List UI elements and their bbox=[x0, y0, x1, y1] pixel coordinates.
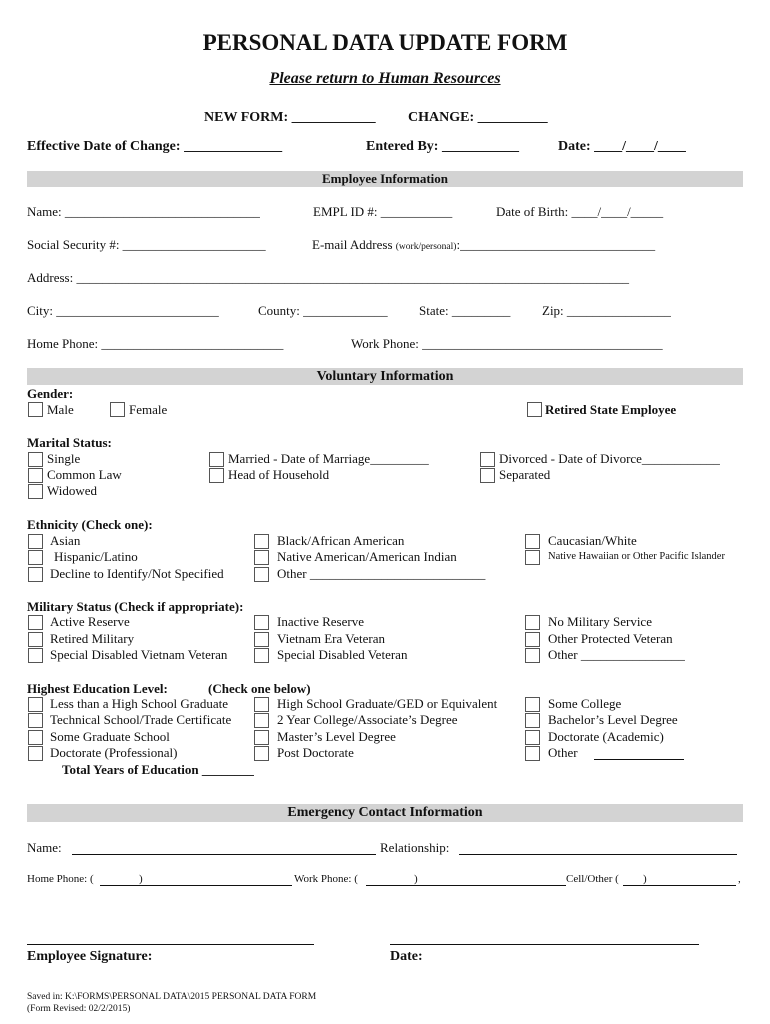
other-protected-checkbox[interactable] bbox=[525, 632, 540, 647]
post-doc-label: Post Doctorate bbox=[277, 745, 354, 760]
active-reserve-label: Active Reserve bbox=[50, 614, 130, 629]
cell-paren: ) bbox=[643, 873, 647, 885]
married-checkbox[interactable] bbox=[209, 452, 224, 467]
education-label: Highest Education Level: bbox=[27, 681, 168, 696]
page-title: PERSONAL DATA UPDATE FORM bbox=[202, 30, 568, 55]
header-date-field[interactable]: Date: ____/____/____ bbox=[558, 139, 686, 154]
single-checkbox[interactable] bbox=[28, 452, 43, 467]
widowed-label: Widowed bbox=[47, 483, 98, 498]
footer-saved-path: Saved in: K:\FORMS\PERSONAL DATA\2015 PERSONAL DATA FORM bbox=[27, 992, 317, 1002]
doctorate-acad-checkbox[interactable] bbox=[525, 730, 540, 745]
vietnam-era-label: Vietnam Era Veteran bbox=[277, 631, 385, 646]
other-protected-label: Other Protected Veteran bbox=[548, 631, 673, 646]
special-disabled-vn-label: Special Disabled Vietnam Veteran bbox=[50, 647, 228, 662]
ssn-field[interactable]: Social Security #: ______________________ bbox=[27, 237, 266, 252]
emergency-home-phone-line[interactable] bbox=[100, 885, 292, 886]
effective-date-field[interactable]: Effective Date of Change: ______________ bbox=[27, 139, 283, 154]
retired-military-checkbox[interactable] bbox=[28, 632, 43, 647]
inactive-reserve-checkbox[interactable] bbox=[254, 615, 269, 630]
email-small-label: (work/personal) bbox=[395, 242, 457, 252]
work-phone-field[interactable]: Work Phone: _____________________________________ bbox=[351, 336, 663, 351]
gender-label: Gender: bbox=[27, 386, 74, 401]
some-college-checkbox[interactable] bbox=[525, 697, 540, 712]
less-hs-label: Less than a High School Graduate bbox=[50, 696, 228, 711]
employee-info-header: Employee Information bbox=[27, 171, 743, 187]
hawaiian-checkbox[interactable] bbox=[525, 550, 540, 565]
two-year-checkbox[interactable] bbox=[254, 713, 269, 728]
male-label: Male bbox=[47, 402, 74, 417]
email-field[interactable] bbox=[312, 237, 655, 253]
masters-checkbox[interactable] bbox=[254, 730, 269, 745]
married-label: Married - Date of Marriage_________ bbox=[228, 451, 429, 466]
head-household-checkbox[interactable] bbox=[209, 468, 224, 483]
no-military-checkbox[interactable] bbox=[525, 615, 540, 630]
two-year-label: 2 Year College/Associate’s Degree bbox=[277, 712, 458, 727]
widowed-checkbox[interactable] bbox=[28, 484, 43, 499]
black-label: Black/African American bbox=[277, 533, 405, 548]
separated-label: Separated bbox=[499, 467, 551, 482]
address-field[interactable]: Address: _____________________________________________________________________________________ bbox=[27, 270, 629, 285]
hawaiian-label: Native Hawaiian or Other Pacific Islander bbox=[548, 551, 725, 562]
divorced-checkbox[interactable] bbox=[480, 452, 495, 467]
female-checkbox[interactable] bbox=[110, 402, 125, 417]
common-law-checkbox[interactable] bbox=[28, 468, 43, 483]
hs-grad-checkbox[interactable] bbox=[254, 697, 269, 712]
marital-status-label: Marital Status: bbox=[27, 435, 112, 450]
technical-checkbox[interactable] bbox=[28, 713, 43, 728]
cell-comma: , bbox=[738, 873, 741, 885]
head-household-label: Head of Household bbox=[228, 467, 330, 482]
single-label: Single bbox=[47, 451, 81, 466]
separated-checkbox[interactable] bbox=[480, 468, 495, 483]
active-reserve-checkbox[interactable] bbox=[28, 615, 43, 630]
emergency-name-line[interactable] bbox=[72, 854, 376, 855]
work-phone-paren: ) bbox=[414, 873, 418, 885]
male-checkbox[interactable] bbox=[28, 402, 43, 417]
new-form-field[interactable]: NEW FORM: ____________ bbox=[204, 110, 376, 125]
native-american-checkbox[interactable] bbox=[254, 550, 269, 565]
footer-revised: (Form Revised: 02/2/2015) bbox=[27, 1004, 131, 1014]
other-military-checkbox[interactable] bbox=[525, 648, 540, 663]
page-subtitle: Please return to Human Resources bbox=[269, 70, 501, 87]
black-checkbox[interactable] bbox=[254, 534, 269, 549]
employee-name-field[interactable]: Name: ______________________________ bbox=[27, 204, 260, 219]
retired-state-checkbox[interactable] bbox=[527, 402, 542, 417]
state-field[interactable]: State: _________ bbox=[419, 303, 511, 318]
some-college-label: Some College bbox=[548, 696, 622, 711]
total-years-field[interactable]: Total Years of Education ________ bbox=[62, 762, 254, 777]
asian-checkbox[interactable] bbox=[28, 534, 43, 549]
special-disabled-label: Special Disabled Veteran bbox=[277, 647, 408, 662]
other-ethnicity-checkbox[interactable] bbox=[254, 567, 269, 582]
other-education-checkbox[interactable] bbox=[525, 746, 540, 761]
voluntary-info-header: Voluntary Information bbox=[27, 368, 743, 385]
some-grad-label: Some Graduate School bbox=[50, 729, 170, 744]
emergency-work-phone-label: Work Phone: ( bbox=[294, 873, 358, 885]
other-education-line[interactable] bbox=[594, 759, 684, 760]
other-education-label: Other bbox=[548, 745, 578, 760]
caucasian-checkbox[interactable] bbox=[525, 534, 540, 549]
bachelors-checkbox[interactable] bbox=[525, 713, 540, 728]
doctorate-acad-label: Doctorate (Academic) bbox=[548, 729, 664, 744]
employee-signature-line[interactable] bbox=[27, 944, 314, 945]
relationship-line[interactable] bbox=[459, 854, 737, 855]
native-american-label: Native American/American Indian bbox=[277, 549, 457, 564]
emergency-home-phone-label: Home Phone: ( bbox=[27, 873, 94, 885]
emergency-work-phone-line[interactable] bbox=[366, 885, 566, 886]
decline-checkbox[interactable] bbox=[28, 567, 43, 582]
other-ethnicity-label: Other ___________________________ bbox=[277, 566, 486, 581]
signature-date-label: Date: bbox=[390, 949, 423, 964]
doctorate-prof-label: Doctorate (Professional) bbox=[50, 745, 178, 760]
retired-state-label: Retired State Employee bbox=[545, 402, 677, 417]
masters-label: Master’s Level Degree bbox=[277, 729, 396, 744]
home-phone-paren: ) bbox=[139, 873, 143, 885]
vietnam-era-checkbox[interactable] bbox=[254, 632, 269, 647]
hs-grad-label: High School Graduate/GED or Equivalent bbox=[277, 696, 498, 711]
change-field[interactable]: CHANGE: __________ bbox=[408, 110, 548, 125]
entered-by-field[interactable]: Entered By: ___________ bbox=[366, 139, 519, 154]
some-grad-checkbox[interactable] bbox=[28, 730, 43, 745]
no-military-label: No Military Service bbox=[548, 614, 652, 629]
doctorate-prof-checkbox[interactable] bbox=[28, 746, 43, 761]
less-hs-checkbox[interactable] bbox=[28, 697, 43, 712]
female-label: Female bbox=[129, 402, 168, 417]
other-military-label: Other ________________ bbox=[548, 647, 685, 662]
common-law-label: Common Law bbox=[47, 467, 122, 482]
ethnicity-label: Ethnicity (Check one): bbox=[27, 517, 153, 532]
hispanic-checkbox[interactable] bbox=[28, 550, 43, 565]
asian-label: Asian bbox=[50, 533, 81, 548]
zip-field[interactable]: Zip: ________________ bbox=[542, 303, 671, 318]
special-disabled-checkbox[interactable] bbox=[254, 648, 269, 663]
city-field[interactable]: City: _________________________ bbox=[27, 303, 219, 318]
dob-field[interactable]: Date of Birth: ____/____/_____ bbox=[496, 204, 664, 219]
signature-date-line[interactable] bbox=[390, 944, 699, 945]
emergency-cell-label: Cell/Other ( bbox=[566, 873, 619, 885]
divorced-label: Divorced - Date of Divorce____________ bbox=[499, 451, 720, 466]
inactive-reserve-label: Inactive Reserve bbox=[277, 614, 364, 629]
emergency-name-label: Name: bbox=[27, 840, 62, 855]
education-note: (Check one below) bbox=[208, 681, 311, 696]
home-phone-field[interactable]: Home Phone: ____________________________ bbox=[27, 336, 284, 351]
military-label: Military Status (Check if appropriate): bbox=[27, 599, 244, 614]
empl-id-field[interactable]: EMPL ID #: ___________ bbox=[313, 204, 453, 219]
emergency-contact-header: Emergency Contact Information bbox=[27, 804, 743, 822]
relationship-label: Relationship: bbox=[380, 840, 450, 855]
decline-label: Decline to Identify/Not Specified bbox=[50, 566, 224, 581]
special-disabled-vn-checkbox[interactable] bbox=[28, 648, 43, 663]
county-field[interactable]: County: _____________ bbox=[258, 303, 388, 318]
post-doc-checkbox[interactable] bbox=[254, 746, 269, 761]
email-label: E-mail Address bbox=[312, 237, 393, 252]
caucasian-label: Caucasian/White bbox=[548, 533, 637, 548]
hispanic-label: Hispanic/Latino bbox=[54, 549, 138, 564]
technical-label: Technical School/Trade Certificate bbox=[50, 712, 232, 727]
retired-military-label: Retired Military bbox=[50, 631, 135, 646]
emergency-cell-line[interactable] bbox=[623, 885, 736, 886]
bachelors-label: Bachelor’s Level Degree bbox=[548, 712, 678, 727]
employee-signature-label: Employee Signature: bbox=[27, 949, 153, 964]
email-line: :______________________________ bbox=[456, 237, 656, 252]
